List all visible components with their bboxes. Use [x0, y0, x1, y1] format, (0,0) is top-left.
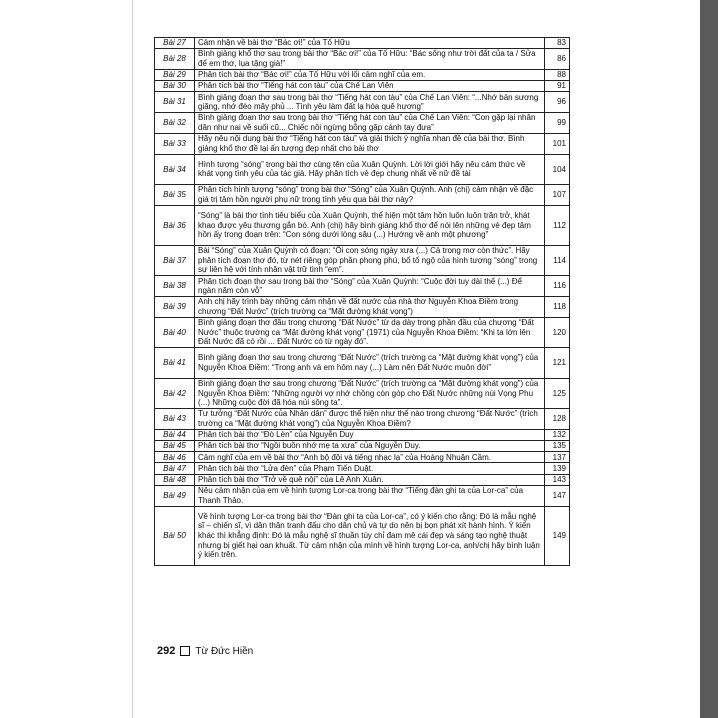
page-ref: 83: [545, 38, 570, 49]
table-row: [155, 409, 570, 430]
lesson-title: Cảm nghĩ của em về bài thơ “Anh bộ đội và tiếng nhạc lạ” của Hoàng Nhuận Cầm.: [195, 452, 545, 463]
page-ref: 120: [545, 317, 570, 347]
table-row: [155, 463, 570, 474]
scan-border: [700, 0, 718, 718]
lesson-title: Bình giảng đoạn thơ sau trong bài thơ “Tiếng hát con tàu” của Chế Lan Viên: “...Nhớ bản sương giăng, nhớ đèo mây phủ ... Tình yêu làm đất lạ hóa quê hương”: [195, 92, 545, 113]
lesson-number: Bài 37: [155, 245, 195, 275]
table-row: [155, 485, 570, 506]
table-row: [155, 429, 570, 440]
lesson-number: Bài 44: [155, 429, 195, 440]
table-row: [155, 506, 570, 565]
lesson-title: Nêu cảm nhận của em về hình tượng Lor-ca trong bài thơ “Tiếng đàn ghi ta của Lor-ca” của Thanh Thảo.: [195, 485, 545, 506]
lesson-title: Cảm nhận về bài thơ “Bác ơi!” của Tố Hữu: [195, 38, 545, 49]
lesson-title: Phân tích bài thơ “Lửa đèn” của Phạm Tiến Duật.: [195, 463, 545, 474]
page-ref: 96: [545, 92, 570, 113]
lesson-title: Tư tưởng “Đất Nước của Nhân dân” được thể hiện như thế nào trong chương “Đất Nước” (trích trường ca “Mặt đường khát vọng”) của Nguyễn Khoa Điềm?: [195, 409, 545, 430]
lesson-number: Bài 49: [155, 485, 195, 506]
lesson-title: Bình giảng đoạn thơ đầu trong chương “Đất Nước” từ dạ dày trong phần đầu của chương “Đất Nước” thuộc trường ca “Mặt đường khát vọng” (1971) của Nguyễn Khoa Điềm: “Khi ta lớn lên Đất Nước đã có rồi ... Đất Nước có từ ngày đó”.: [195, 317, 545, 347]
lesson-number: Bài 28: [155, 49, 195, 70]
lesson-number: Bài 30: [155, 81, 195, 92]
page-ref: 143: [545, 474, 570, 485]
table-row: [155, 317, 570, 347]
page-number: 292: [157, 645, 176, 657]
table-row: [155, 49, 570, 70]
table-row: [155, 113, 570, 134]
page-ref: 104: [545, 154, 570, 184]
scan-edge: [132, 0, 133, 718]
lesson-number: Bài 48: [155, 474, 195, 485]
page-footer: [157, 645, 253, 657]
table-row: [155, 154, 570, 184]
table-row: [155, 276, 570, 297]
page-ref: 86: [545, 49, 570, 70]
table-row: [155, 297, 570, 318]
page-ref: 128: [545, 409, 570, 430]
lesson-number: Bài 47: [155, 463, 195, 474]
page-ref: 101: [545, 133, 570, 154]
lesson-title: “Sóng” là bài thơ tình tiêu biểu của Xuân Quỳnh, thể hiện một tâm hồn luôn luôn trăn trở, khát khao được yêu thương gắn bó. Anh (chị) hãy bình giảng khổ thơ để nói lên những vẻ đẹp tâm hồn ấy trong đoạn trên: “Con sóng dưới lòng sâu (...) Hướng về anh một phương”: [195, 205, 545, 245]
square-icon: [180, 646, 190, 656]
page-ref: 139: [545, 463, 570, 474]
table-row: [155, 38, 570, 49]
lesson-number: Bài 32: [155, 113, 195, 134]
lesson-title: Hãy nêu nội dung bài thơ “Tiếng hát con tàu” và giải thích ý nghĩa nhan đề của bài thơ. Bình giảng khổ thơ đề lại ấn tượng đẹp nhất cho bài thơ: [195, 133, 545, 154]
table-row: [155, 92, 570, 113]
lesson-number: Bài 33: [155, 133, 195, 154]
table-row: [155, 348, 570, 378]
lesson-title: Bình giảng đoạn thơ sau trong chương “Đất Nước” (trích trường ca “Mặt đường khát vọng”) của Nguyễn Khoa Điềm: “Những người vợ nhớ chồng còn góp cho Đất Nước những núi Vọng Phu (...) Những cuộc đời đã hóa núi sông ta”.: [195, 378, 545, 408]
lesson-title: Phân tích đoạn thơ sau trong bài thơ “Sóng” của Xuân Quỳnh: “Cuộc đời tuy dài thế (...) Để ngàn năm còn vỗ”: [195, 276, 545, 297]
lesson-number: Bài 36: [155, 205, 195, 245]
table-row: [155, 205, 570, 245]
page-ref: 135: [545, 441, 570, 452]
page-ref: 125: [545, 378, 570, 408]
lesson-number: Bài 43: [155, 409, 195, 430]
lesson-number: Bài 39: [155, 297, 195, 318]
lesson-number: Bài 27: [155, 38, 195, 49]
lesson-number: Bài 31: [155, 92, 195, 113]
lesson-title: Phân tích bài thơ “Trở về quê nội” của Lê Anh Xuân.: [195, 474, 545, 485]
table-row: [155, 69, 570, 80]
page-ref: 99: [545, 113, 570, 134]
lesson-title: Phân tích bài thơ “Đò Lèn” của Nguyễn Duy: [195, 429, 545, 440]
lesson-number: Bài 41: [155, 348, 195, 378]
table-row: [155, 378, 570, 408]
lesson-number: Bài 35: [155, 185, 195, 206]
table-row: [155, 185, 570, 206]
lesson-title: Phân tích bài thơ “Tiếng hát con tàu” của Chế Lan Viên: [195, 81, 545, 92]
page-ref: 88: [545, 69, 570, 80]
lesson-title: Bình giảng đoạn thơ sau trong chương “Đất Nước” (trích trường ca “Mặt đường khát vọng”) của Nguyễn Khoa Điềm: “Trong anh và em hôm nay (...) Làm nên Đất Nước muôn đời”: [195, 348, 545, 378]
page-ref: 147: [545, 485, 570, 506]
page-ref: 149: [545, 506, 570, 565]
table-row: [155, 81, 570, 92]
lesson-title: Hình tượng “sóng” trong bài thơ cùng tên của Xuân Quỳnh. Lời lời giới hãy nêu cảm thức về khát vọng tình yêu của tác giả. Hãy phân tích vẻ đẹp chung nhất về nữ đề tài: [195, 154, 545, 184]
page-ref: 116: [545, 276, 570, 297]
page-ref: 118: [545, 297, 570, 318]
page-ref: 107: [545, 185, 570, 206]
page-ref: 137: [545, 452, 570, 463]
table-row: [155, 452, 570, 463]
table-row: [155, 474, 570, 485]
document-page: [154, 37, 564, 566]
lesson-number: Bài 34: [155, 154, 195, 184]
lesson-title: Bài “Sóng” của Xuân Quỳnh có đoạn: “Ôi con sóng ngày xưa (...) Cả trong mơ còn thức”. Hãy phân tích đoạn thơ đó, từ nét riêng góp phần phong phú, bổ tố ngộ của hình tượng “sóng” trong sự liên hệ với tính nhân vật trữ tình “em”.: [195, 245, 545, 275]
lesson-title: Bình giảng khổ thơ sau trong bài thơ “Bác ơi!” của Tố Hữu: “Bác sống như trời đất của ta / Sửa để em thơ, lụa tặng già!”: [195, 49, 545, 70]
page-ref: 112: [545, 205, 570, 245]
page-ref: 91: [545, 81, 570, 92]
lesson-title: Phân tích hình tượng “sóng” trong bài thơ “Sóng” của Xuân Quỳnh. Anh (chị) cảm nhận về đặc giá trị tâm hồn người phụ nữ trong tình yêu qua bài thơ này?: [195, 185, 545, 206]
table-row: [155, 245, 570, 275]
lesson-number: Bài 46: [155, 452, 195, 463]
lesson-number: Bài 45: [155, 441, 195, 452]
table-row: [155, 441, 570, 452]
page-ref: 114: [545, 245, 570, 275]
lesson-title: Phân tích bài thơ “Bác ơi!” của Tố Hữu với lối cảm nghĩ của em.: [195, 69, 545, 80]
lesson-title: Bình giảng đoạn thơ sau trong bài thơ “Tiếng hát con tàu” của Chế Lan Viên: “Con gặp lại nhân dân như nai về suối cũ... Chiếc nôi ngừng bỗng gặp cánh tay đưa”: [195, 113, 545, 134]
author-name: Từ Đức Hiền: [195, 645, 254, 657]
lesson-number: Bài 40: [155, 317, 195, 347]
lesson-number: Bài 42: [155, 378, 195, 408]
page-ref: 132: [545, 429, 570, 440]
table-of-contents: [154, 37, 570, 566]
lesson-number: Bài 29: [155, 69, 195, 80]
table-row: [155, 133, 570, 154]
lesson-title: Về hình tượng Lor-ca trong bài thơ “Đàn ghi ta của Lor-ca”, có ý kiến cho rằng: Đó là mẫu nghệ sĩ – chiến sĩ, vì dân thân tranh đấu cho dân chủ và tự do nên bị bọn phát xít hành hình. Ý kiến khác thì khẳng định: Đó là mẫu nghệ sĩ thuần túy chỉ đam mê cái đẹp và sáng tạo nghệ thuật nhưng bị giết hại oan khuất. Từ cảm nhận của mình về hình tượng Lor-ca, anh/chị hãy bình luận ý kiến trên.: [195, 506, 545, 565]
lesson-number: Bài 38: [155, 276, 195, 297]
lesson-title: Phân tích bài thơ “Ngồi buồn nhớ mẹ ta xưa” của Nguyễn Duy.: [195, 441, 545, 452]
lesson-number: Bài 50: [155, 506, 195, 565]
page-ref: 121: [545, 348, 570, 378]
lesson-title: Anh chị hãy trình bày những cảm nhận về đất nước của nhà thơ Nguyễn Khoa Điềm trong chương “Đất Nước” (trích trường ca “Mặt đường khát vọng”): [195, 297, 545, 318]
